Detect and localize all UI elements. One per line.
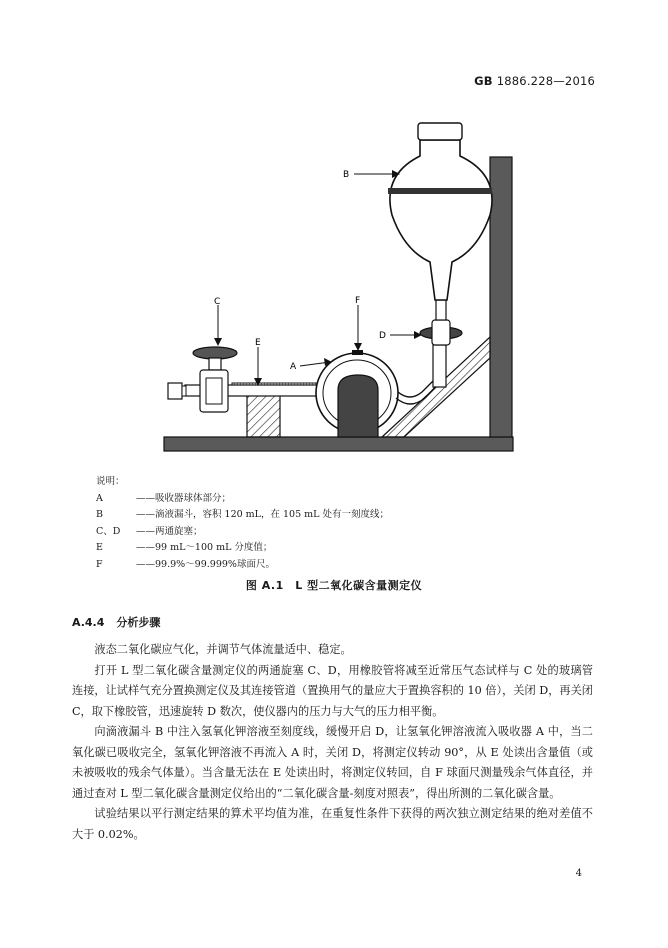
stem-tube (433, 345, 446, 387)
section-title: 分析步骤 (116, 616, 161, 629)
legend-key: A (96, 492, 103, 504)
label-d: D (379, 331, 386, 341)
standard-prefix: GB (474, 74, 493, 88)
legend-text: ——吸收器球体部分； (136, 492, 232, 504)
base-plate (164, 437, 513, 451)
legend-item (96, 557, 389, 574)
paragraph: 打开 L 型二氧化碳含量测定仪的两通旋塞 C、D，用橡胶管将减至近常压气态试样与 C 处的玻璃管连接，让试样气充分置换测定仪及其连接管道（置换用气的量应大于置换容积的 10 倍），关闭 D，再关闭 C，取下橡胶管，迅速旋转 D 数次，使仪器内的压力与大气的压力相平衡。 (72, 663, 593, 718)
legend-item (96, 524, 389, 541)
legend-text: ——99 mL～100 mL 分度值； (136, 542, 273, 554)
funnel-b (390, 140, 492, 300)
label-e: E (255, 338, 261, 348)
legend-key: E (96, 542, 103, 554)
section-number: A.4.4 (72, 616, 105, 629)
inlet-nozzle (168, 383, 182, 399)
legend-item (96, 507, 389, 524)
valve-d-body (432, 320, 450, 345)
legend-text: ——两通旋塞； (136, 525, 203, 537)
funnel-stopper (418, 123, 462, 140)
valve-c-handle (193, 347, 237, 359)
funnel-mark-line (388, 188, 492, 194)
support-block (247, 395, 280, 437)
arrow-f (354, 343, 362, 351)
label-b: B (343, 170, 350, 180)
legend-title: 说明： (96, 476, 125, 487)
section-heading (72, 614, 160, 630)
valve-c-stem (209, 358, 221, 370)
arrow-c (214, 338, 222, 346)
paragraph: 向滴液漏斗 B 中注入氢氧化钾溶液至刻度线，缓慢开启 D，让氢氧化钾溶液流入吸收器 A 中，当二氧化碳已吸收完全，氢氧化钾溶液不再流入 A 时，关闭 D，将测定仪转动 90°，从 E 处读出含量值（或未被吸收的残余气体量）。当含量无法在 E 处读出时，将测定仪转回，自 F 球面尺测量残余气体直径，并通过查对 L 型二氧化碳含量测定仪给出的“二氧化碳含量-刻度对照表”，得出所测的二氧化碳含量。 (72, 725, 593, 800)
legend-item (96, 491, 389, 508)
sphere-support (338, 375, 378, 437)
paragraph: 试验结果以平行测定结果的算术平均值为准，在重复性条件下获得的两次独立测定结果的绝对差值不大于 0.02%。 (72, 807, 593, 841)
figure-caption: 图 A.1 L 型二氧化碳含量测定仪 (245, 579, 423, 592)
legend-item (96, 540, 389, 557)
legend-text: ——99.9%～99.999%球面尺。 (136, 558, 275, 570)
inlet-nozzle-ring (182, 386, 186, 396)
legend-key: F (96, 558, 103, 570)
label-a: A (290, 362, 297, 372)
legend-key: C、D (96, 525, 121, 537)
body-text (72, 640, 593, 845)
label-f: F (355, 296, 361, 306)
funnel-stem (436, 300, 446, 320)
sphere-mark-f (352, 350, 363, 355)
apparatus-drawing (150, 112, 530, 464)
valve-c-bore (206, 378, 222, 404)
figure-legend (96, 474, 389, 574)
legend-text: ——滴液漏斗，容积 120 mL，在 105 mL 处有一刻度线； (136, 509, 389, 521)
apparatus-figure (150, 112, 530, 464)
standard-code (474, 74, 595, 88)
page-number: 4 (575, 868, 582, 879)
standard-number: 1886.228—2016 (496, 74, 595, 88)
paragraph: 液态二氧化碳应气化，并调节气体流量适中、稳定。 (94, 643, 352, 656)
legend-key: B (96, 509, 103, 521)
label-c: C (214, 297, 221, 307)
vertical-stand (490, 157, 512, 437)
